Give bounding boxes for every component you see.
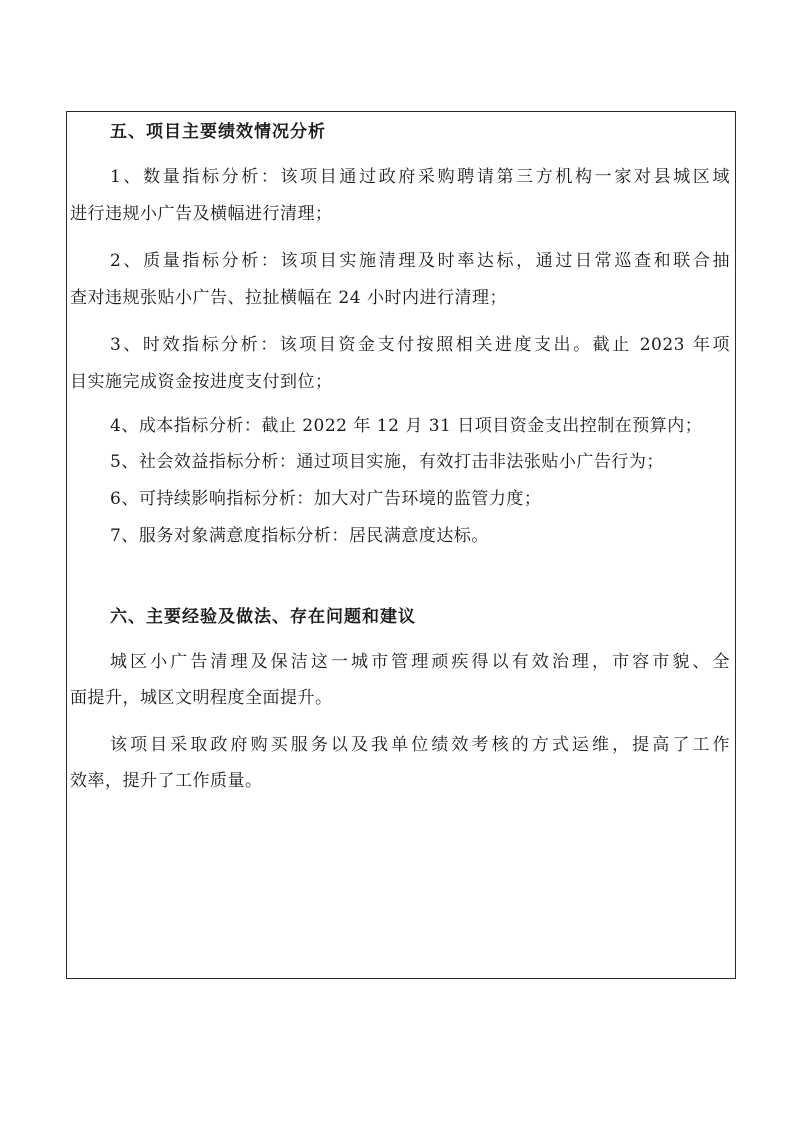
item-3-line-2: 目实施完成资金按进度支付到位； [70,372,333,392]
item-5-line: 5、社会效益指标分析：通过项目实施，有效打击非法张贴小广告行为； [110,452,664,472]
item-4-line: 4、成本指标分析：截止 2022 年 12 月 31 日项目资金支出控制在预算内； [110,416,703,436]
section-six-heading: 六、主要经验及做法、存在问题和建议 [110,607,416,627]
paragraph-2-line-2: 效率，提升了工作质量。 [70,771,263,791]
item-6-line: 6、可持续影响指标分析：加大对广告环境的监管力度； [110,489,542,509]
paragraph-1-line-1: 城区小广告清理及保洁这一城市管理顽疾得以有效治理，市容市貌、全 [110,652,730,672]
item-2-line-1: 2、质量指标分析：该项目实施清理及时率达标，通过日常巡查和联合抽 [110,251,730,271]
section-five-heading: 五、项目主要绩效情况分析 [110,122,326,142]
item-2-line-2: 查对违规张贴小广告、拉扯横幅在 24 小时内进行清理； [70,288,507,308]
item-3-line-1: 3、时效指标分析：该项目资金支付按照相关进度支出。截止 2023 年项 [110,335,730,355]
paragraph-2-line-1: 该项目采取政府购买服务以及我单位绩效考核的方式运维，提高了工作 [110,735,730,755]
paragraph-1-line-2: 面提升，城区文明程度全面提升。 [70,688,333,708]
item-7-line: 7、服务对象满意度指标分析：居民满意度达标。 [110,526,489,546]
item-1-line-2: 进行违规小广告及横幅进行清理； [70,204,333,224]
item-1-line-1: 1、数量指标分析：该项目通过政府采购聘请第三方机构一家对县城区域 [110,167,730,187]
